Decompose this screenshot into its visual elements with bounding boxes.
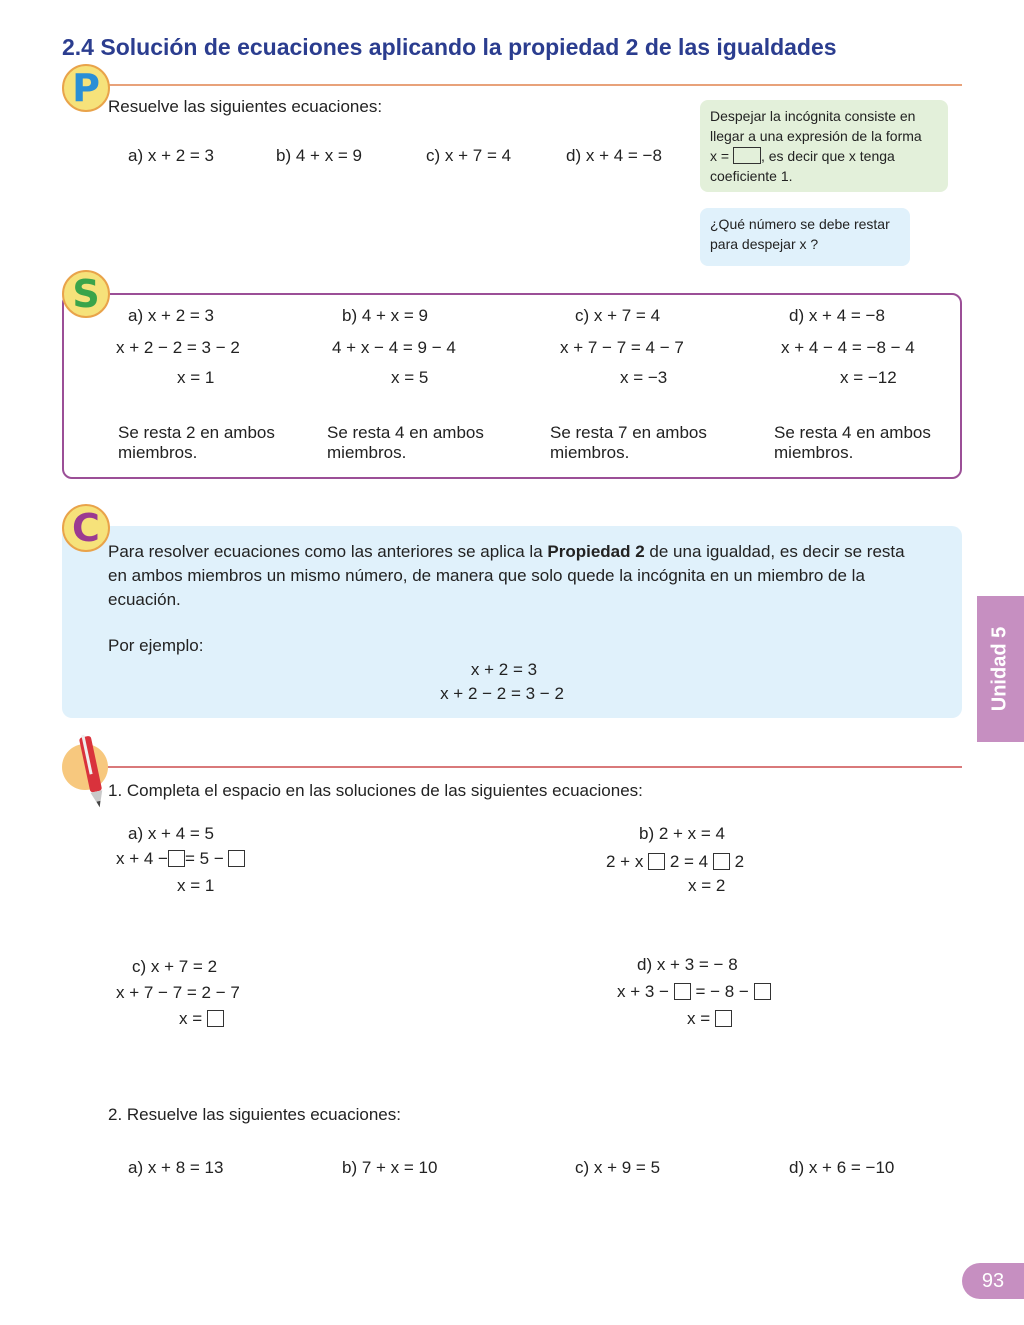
solution-a-step: x + 2 − 2 = 3 − 2 — [116, 338, 240, 357]
solution-d-result: x = −12 — [840, 368, 897, 387]
ex2-item-d: d) x + 6 = −10 — [789, 1158, 895, 1177]
solution-b-step: 4 + x − 4 = 9 − 4 — [332, 338, 456, 357]
hint-note-green: Despejar la incógnita consiste en llegar a una expresión de la forma x = , es decir que x tenga coeficiente 1. — [700, 100, 948, 192]
problem-badge: P — [62, 64, 110, 112]
ex1a-blank-2[interactable] — [228, 850, 245, 867]
exercise1-instruction: 1. Completa el espacio en las soluciones de las siguientes ecuaciones: — [108, 781, 643, 800]
solution-badge: S — [62, 270, 110, 318]
problem-item-b: b) 4 + x = 9 — [276, 146, 363, 165]
unit-side-tab-label: Unidad 5 — [988, 626, 1011, 712]
ex1d-step: x + 3 − = − 8 − — [617, 982, 771, 1002]
example-label: Por ejemplo: — [108, 636, 204, 655]
solution-d-note: Se resta 4 en ambos miembros. — [774, 423, 931, 462]
solution-d-label: d) x + 4 = −8 — [789, 306, 885, 325]
page-title: 2.4 Solución de ecuaciones aplicando la propiedad 2 de las igualdades — [62, 34, 837, 60]
ex1b-step: 2 + x 2 = 4 2 — [606, 852, 745, 871]
ex1b-blank-1[interactable] — [648, 853, 665, 870]
ex1b-blank-2[interactable] — [713, 853, 730, 870]
ex1a-step: x + 4 − = 5 − — [116, 849, 245, 869]
blank-square — [733, 147, 761, 164]
solution-a-result: x = 1 — [177, 368, 215, 387]
solution-b-note: Se resta 4 en ambos miembros. — [327, 423, 484, 462]
solution-c-result: x = −3 — [620, 368, 668, 387]
problem-item-d: d) x + 4 = −8 — [566, 146, 662, 165]
solution-a-label: a) x + 2 = 3 — [128, 306, 214, 325]
problem-item-c: c) x + 7 = 4 — [426, 146, 512, 165]
solution-b-result: x = 5 — [391, 368, 429, 387]
solution-d-step: x + 4 − 4 = −8 − 4 — [781, 338, 915, 357]
ex1a-title: a) x + 4 = 5 — [128, 824, 214, 843]
problem-instruction: Resuelve las siguientes ecuaciones: — [108, 97, 383, 116]
problem-item-a: a) x + 2 = 3 — [128, 146, 215, 165]
ex1c-step: x + 7 − 7 = 2 − 7 — [116, 983, 240, 1002]
example-eq-1: x + 2 = 3 — [470, 660, 538, 679]
page-number: 93 — [962, 1263, 1024, 1299]
solution-c-note: Se resta 7 en ambos miembros. — [550, 423, 707, 462]
ex2-item-b: b) 7 + x = 10 — [342, 1158, 438, 1177]
conclusion-badge: C — [62, 504, 110, 552]
ex1c-title: c) x + 7 = 2 — [132, 957, 218, 976]
ex2-item-c: c) x + 9 = 5 — [575, 1158, 661, 1177]
ex1b-result: x = 2 — [688, 876, 726, 895]
ex1d-blank-2[interactable] — [754, 983, 771, 1000]
exercise2-instruction: 2. Resuelve las siguientes ecuaciones: — [108, 1105, 401, 1124]
ex1d-result: x = — [687, 1009, 732, 1029]
unit-side-tab — [977, 596, 1024, 742]
ex1b-title: b) 2 + x = 4 — [639, 824, 725, 843]
example-eq-2: x + 2 − 2 = 3 − 2 — [440, 684, 564, 703]
solution-b-label: b) 4 + x = 9 — [342, 306, 428, 325]
ex1a-result: x = 1 — [177, 876, 215, 895]
ex1d-blank-1[interactable] — [674, 983, 691, 1000]
solution-c-label: c) x + 7 = 4 — [575, 306, 661, 325]
ex2-item-a: a) x + 8 = 13 — [128, 1158, 224, 1177]
header-divider — [88, 84, 962, 86]
ex1a-blank-1[interactable] — [168, 850, 185, 867]
exercise-divider — [96, 766, 962, 768]
ex1c-result: x = — [179, 1009, 224, 1029]
solution-c-step: x + 7 − 7 = 4 − 7 — [560, 338, 684, 357]
ex1d-blank[interactable] — [715, 1010, 732, 1027]
ex1d-title: d) x + 3 = − 8 — [637, 955, 738, 974]
conclusion-text: Para resolver ecuaciones como las anteriores se aplica la Propiedad 2 de una igualdad, es decir se resta en ambos miembros un mismo número, de manera que solo quede la incógnita en un miembro de la ecuación. — [108, 542, 905, 609]
pencil-icon — [72, 730, 112, 812]
hint-note-blue: ¿Qué número se debe restar para despejar x ? — [700, 208, 910, 266]
ex1c-blank[interactable] — [207, 1010, 224, 1027]
solution-a-note: Se resta 2 en ambos miembros. — [118, 423, 275, 462]
